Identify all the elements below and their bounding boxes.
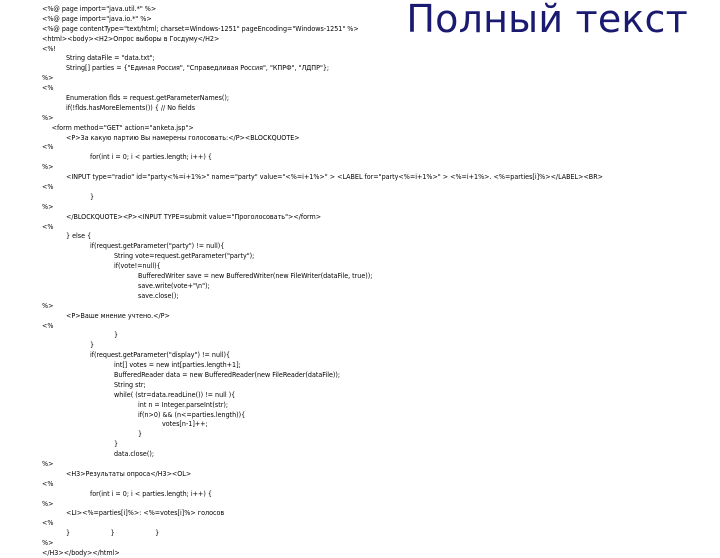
code-line: } else { [66,231,92,241]
code-line: if(n>0) && (n<=parties.length)){ [138,409,246,419]
code-line: <% [42,320,54,330]
code-line: int n = Integer.parseInt(str); [138,399,228,409]
code-line: } [90,340,95,350]
code-line: <html><body><H2>Опрос выборы в Госдуму</H2> [42,33,220,43]
code-line: %> [42,498,54,508]
code-line: } [114,330,119,340]
code-line: <P>Ваше мнение учтено.</P> [66,310,170,320]
code-line: if(!flds.hasMoreElements()) { // No fields [66,102,196,112]
code-line: } } } [66,528,160,538]
code-listing [42,4,702,558]
code-line: <% [42,182,54,192]
code-line: %> [42,458,54,468]
code-line: BufferedReader data = new BufferedReader(new FileReader(dataFile)); [114,369,341,379]
code-line: %> [42,300,54,310]
code-line: <INPUT type="radio" id="party<%=i+1%>" name="party" value="<%=i+1%>" > <LABEL for="party<%=i+1%>" > <%=i+1%>. <%=parties[i]%></LABEL><BR> [66,172,603,182]
code-line: } [138,429,143,439]
code-line: <LI><%=parties[i]%>: <%=votes[i]%> голосов [66,508,225,518]
code-line: save.write(vote+"\n"); [138,280,210,290]
code-line: } [90,191,95,201]
code-line: <form method="GET" action="anketa.jsp"> [51,122,194,132]
code-line: <%@ page contentType="text/html; charset=Windows-1251" pageEncoding="Windows-1251" %> [42,23,359,33]
code-line: if(request.getParameter("party") != null){ [90,241,225,251]
code-line: %> [42,538,54,548]
code-line: String vote=request.getParameter("party"); [114,251,255,261]
code-line: Enumeration flds = request.getParameterNames(); [66,93,230,103]
code-line: BufferedWriter save = new BufferedWriter(new FileWriter(dataFile, true)); [138,271,373,281]
code-line: <% [42,83,54,93]
code-line: %> [42,201,54,211]
code-line: String str; [114,379,146,389]
code-line: %> [42,112,54,122]
code-line: %> [42,73,54,83]
slide-title: Полный текст [406,0,688,41]
code-line: while( (str=data.readLine()) != null ){ [114,389,236,399]
code-line: save.close(); [138,290,179,300]
code-line: <P>За какую партию Вы намерены голосовать:</P><BLOCKQUOTE> [66,132,300,142]
code-line: <% [42,142,54,152]
code-line: <% [42,518,54,528]
code-line: String dataFile = "data.txt"; [66,53,155,63]
code-line: if(vote!=null){ [114,261,161,271]
code-line: <% [42,478,54,488]
code-line: <%@ page import="java.io.*" %> [42,13,152,23]
code-line: <%! [42,43,56,53]
code-line: <%@ page import="java.util.*" %> [42,4,157,13]
code-line: if(request.getParameter("display") != null){ [90,350,231,360]
code-line: votes[n-1]++; [162,419,208,429]
code-line: int[] votes = new int[parties.length+1]; [114,360,241,370]
code-line: </H3></body></html> [42,547,120,557]
code-line: String[] parties = {"Единая Россия", "Справедливая Россия", "КПРФ", "ЛДПР"}; [66,63,330,73]
code-line: <H3>Результаты опроса</H3><OL> [66,468,192,478]
code-line: <% [42,221,54,231]
code-line: </BLOCKQUOTE><P><INPUT TYPE=submit value="Проголосовать"></form> [66,211,322,221]
code-line: data.close(); [114,449,154,459]
code-line: for(int i = 0; i < parties.length; i++) { [90,152,212,162]
code-line: } [114,439,119,449]
code-line: for(int i = 0; i < parties.length; i++) { [90,488,212,498]
code-line: %> [42,162,54,172]
